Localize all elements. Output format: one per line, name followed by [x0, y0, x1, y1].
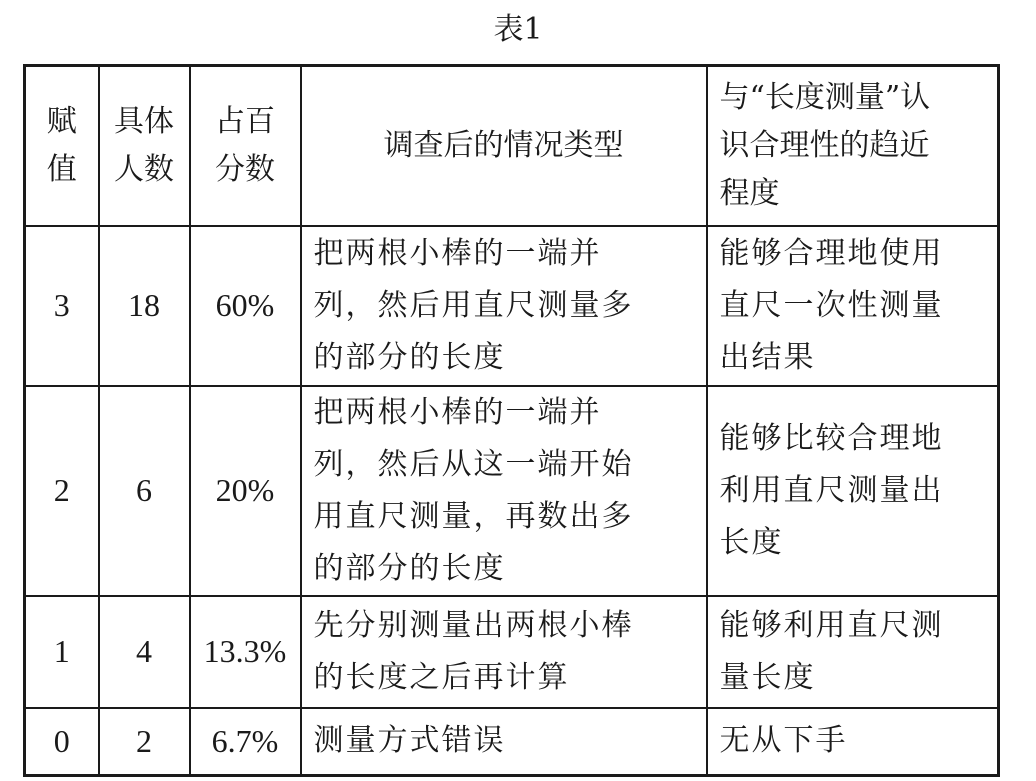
cell-situation — [301, 226, 707, 386]
cell-count: 18 — [99, 226, 190, 386]
table-row — [25, 596, 999, 708]
cell-situation-line: 的部分的长度 — [313, 339, 506, 375]
table-caption: 表1 — [493, 12, 543, 47]
cell-situation-line: 的部分的长度 — [313, 550, 506, 586]
cell-score: 1 — [25, 596, 99, 708]
cell-count: 4 — [99, 596, 190, 708]
cell-rationality-line: 直尺一次性测量 — [719, 287, 944, 323]
cell-rationality-line: 长度 — [719, 524, 784, 560]
cell-situation — [301, 596, 707, 708]
cell-rationality — [707, 386, 999, 596]
cell-rationality-line: 量长度 — [719, 659, 816, 695]
cell-situation-line: 用直尺测量，再数出多 — [313, 498, 634, 534]
cell-situation-line: 的长度之后再计算 — [313, 659, 570, 695]
cell-score: 0 — [25, 708, 99, 776]
survey-table — [23, 64, 1000, 777]
cell-rationality-line: 能够利用直尺测 — [719, 607, 944, 643]
cell-rationality — [707, 226, 999, 386]
header-rationality — [707, 66, 999, 226]
cell-score: 2 — [25, 386, 99, 596]
header-row — [25, 66, 999, 226]
cell-rationality — [707, 596, 999, 708]
header-score-line: 值 — [46, 151, 77, 187]
cell-rationality-line: 出结果 — [719, 339, 816, 375]
cell-score: 3 — [25, 226, 99, 386]
cell-percent: 60% — [190, 226, 301, 386]
table-row — [25, 226, 999, 386]
header-count-line: 具体 — [114, 103, 174, 139]
header-percent — [190, 66, 301, 226]
table-row — [25, 386, 999, 596]
header-rationality-line: 与“长度测量”认 — [719, 79, 931, 115]
cell-situation-line: 先分别测量出两根小棒 — [313, 607, 634, 643]
cell-count: 6 — [99, 386, 190, 596]
cell-situation-line: 列，然后从这一端开始 — [313, 446, 634, 482]
cell-situation-line: 把两根小棒的一端并 — [313, 235, 602, 271]
header-rationality-line: 程度 — [719, 175, 780, 211]
cell-count: 2 — [99, 708, 190, 776]
header-count — [99, 66, 190, 226]
cell-percent: 13.3% — [190, 596, 301, 708]
cell-situation-line: 列，然后用直尺测量多 — [313, 287, 634, 323]
header-percent-line: 占百 — [215, 103, 275, 139]
cell-rationality-line: 能够比较合理地 — [719, 420, 944, 456]
header-rationality-line: 识合理性的趋近 — [719, 127, 930, 163]
header-percent-line: 分数 — [215, 151, 275, 187]
cell-percent: 6.7% — [190, 708, 301, 776]
cell-rationality-line: 能够合理地使用 — [719, 235, 944, 271]
cell-situation-line: 把两根小棒的一端并 — [313, 394, 602, 430]
header-score-line: 赋 — [46, 103, 77, 139]
header-score — [25, 66, 99, 226]
header-situation: 调查后的情况类型 — [301, 66, 707, 226]
cell-situation — [301, 386, 707, 596]
cell-rationality: 无从下手 — [707, 708, 999, 776]
cell-situation: 测量方式错误 — [301, 708, 707, 776]
header-count-line: 人数 — [114, 151, 174, 187]
table-row — [25, 708, 999, 776]
cell-percent: 20% — [190, 386, 301, 596]
cell-rationality-line: 利用直尺测量出 — [719, 472, 944, 508]
